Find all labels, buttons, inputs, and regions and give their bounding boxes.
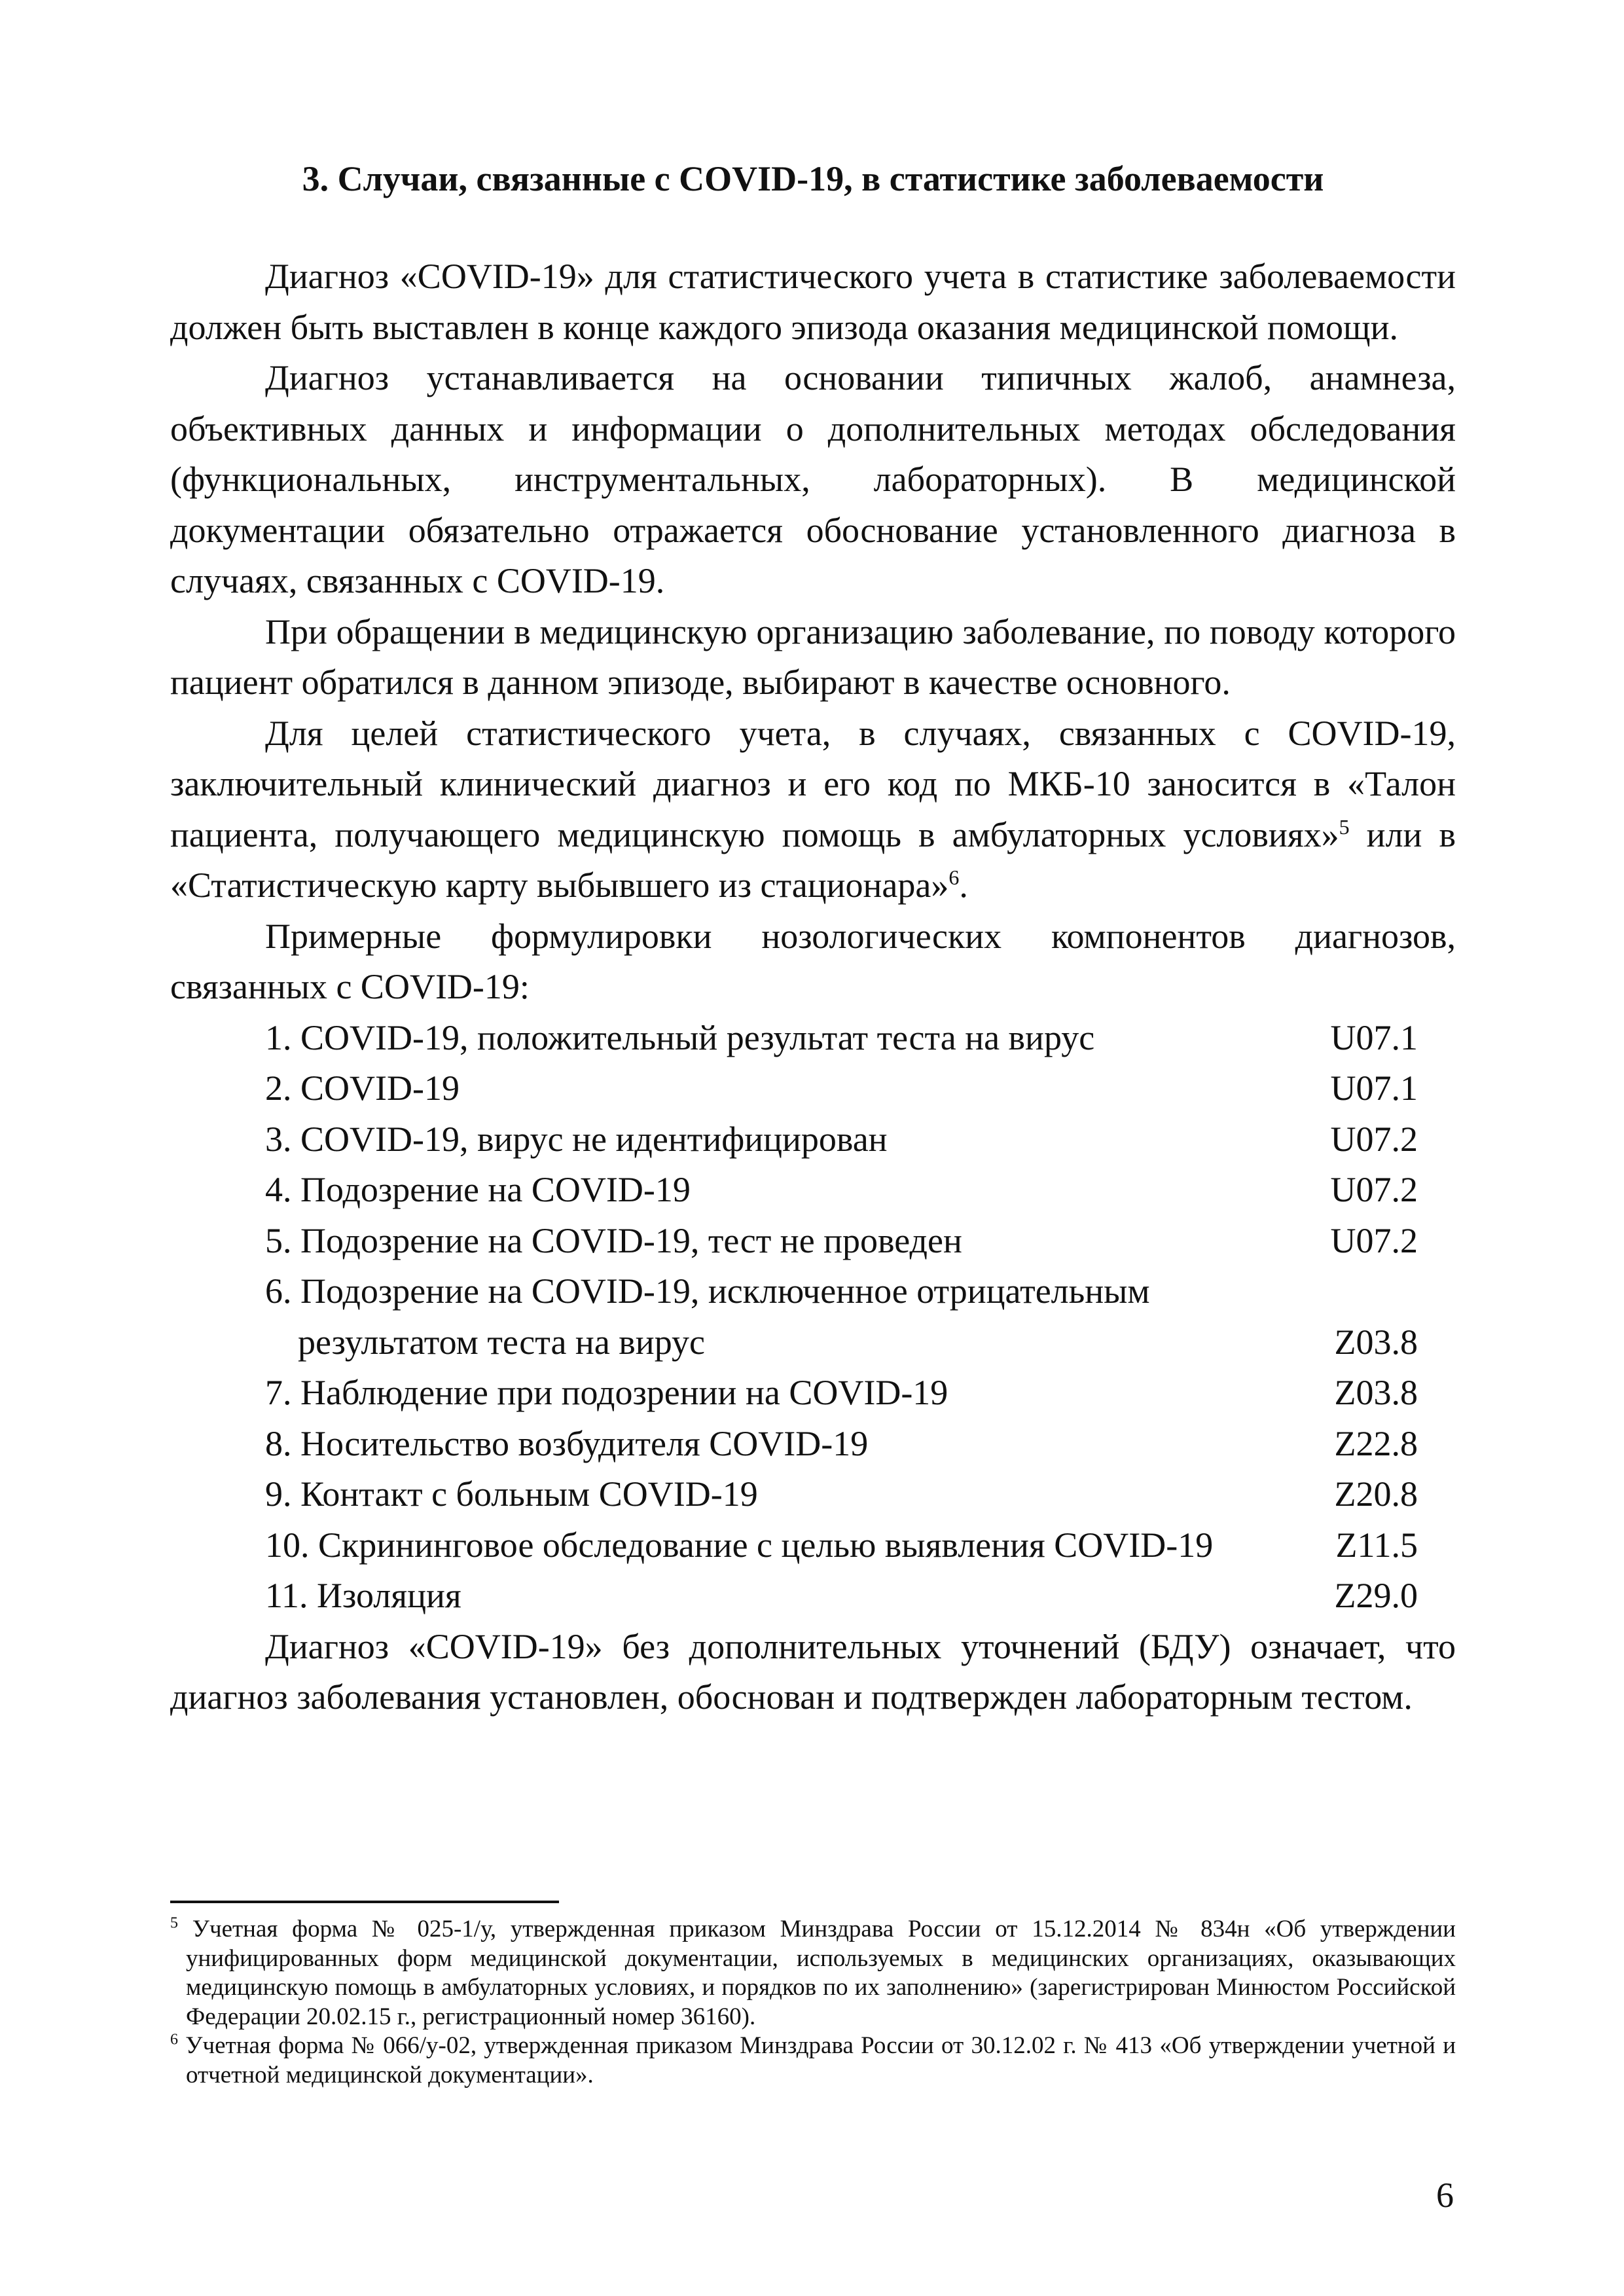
diagnosis-code: Z11.5 (1335, 1525, 1418, 1565)
footnote-6 (170, 2032, 1456, 2090)
diagnosis-text: 11. Изоляция (265, 1576, 461, 1615)
diagnosis-code: U07.2 (1330, 1170, 1418, 1209)
footnote-mark: 5 (170, 1914, 178, 1932)
list-item (170, 1063, 1456, 1114)
diagnosis-text: 3. COVID-19, вирус не идентифицирован (265, 1119, 888, 1159)
paragraph-6: Диагноз «COVID-19» без дополнительных уточнений (БДУ) означает, что диагноз заболевания установлен, обоснован и подтвержден лабораторным тестом. (170, 1626, 1456, 1717)
footnotes (170, 1915, 1456, 2090)
diagnosis-code: Z03.8 (1334, 1373, 1418, 1412)
paragraph-4-text-2: или в «Статистическую карту выбывшего из стационара» (170, 814, 1456, 905)
paragraph-4-text-3: . (959, 866, 968, 905)
section-heading: 3. Случаи, связанные с COVID-19, в статистике заболеваемости (302, 159, 1324, 198)
list-item (170, 1520, 1456, 1571)
diagnosis-text: 1. COVID-19, положительный результат теста на вирус (265, 1017, 1095, 1057)
diagnosis-text: 5. Подозрение на COVID-19, тест не проведен (265, 1220, 962, 1260)
paragraph-4-text-1: Для целей статистического учета, в случаях, связанных с COVID-19, заключительный клинический диагноз и его код по МКБ-10 заносится в «Талон пациента, получающего медицинскую помощь в амбулаторных условиях» (170, 713, 1456, 854)
footnote-text: Учетная форма № 025-1/у, утвержденная приказом Минздрава России от 15.12.2014 № 834н «Об утверждении унифицированных форм медицинской документации, используемых в медицинских организациях, оказывающих медицинскую помощь в амбулаторных условиях, и порядков по их заполнению» (зарегистрирован Минюстом Российской Федерации 20.02.15 г., регистрационный номер 36160). (178, 1916, 1456, 2030)
diagnosis-code: U07.1 (1330, 1017, 1418, 1057)
list-item (170, 1114, 1456, 1165)
paragraph-5: Примерные формулировки нозологических компонентов диагнозов, связанных с COVID-19: (170, 916, 1456, 1006)
diagnosis-code: U07.2 (1330, 1220, 1418, 1260)
diagnosis-code: U07.2 (1330, 1119, 1418, 1159)
diagnosis-code: Z20.8 (1334, 1474, 1418, 1514)
list-item (170, 1165, 1456, 1216)
footnote-5 (170, 1915, 1456, 2032)
diagnosis-text: 4. Подозрение на COVID-19 (265, 1170, 691, 1209)
diagnosis-text-continuation: результатом теста на вирус (298, 1322, 705, 1362)
paragraph-1: Диагноз «COVID-19» для статистического учета в статистике заболеваемости должен быть выставлен в конце каждого эпизода оказания медицинской помощи. (170, 257, 1456, 347)
list-item (170, 1013, 1456, 1064)
list-item (170, 1368, 1456, 1419)
diagnosis-text: 10. Скрининговое обследование с целью выявления COVID-19 (265, 1525, 1214, 1565)
paragraph-3: При обращении в медицинскую организацию заболевание, по поводу которого пациент обратился в данном эпизоде, выбирают в качестве основного. (170, 611, 1456, 702)
diagnosis-text: 9. Контакт с больным COVID-19 (265, 1474, 758, 1514)
list-item (170, 1419, 1456, 1470)
diagnosis-text: 8. Носительство возбудителя COVID-19 (265, 1423, 869, 1463)
footnote-ref-5: 5 (1339, 814, 1350, 839)
page-number: 6 (1436, 2176, 1454, 2215)
footnote-mark: 6 (170, 2031, 178, 2049)
diagnosis-code: Z03.8 (1334, 1322, 1418, 1362)
diagnosis-code: Z29.0 (1334, 1576, 1418, 1615)
diagnosis-code: U07.1 (1330, 1068, 1418, 1108)
diagnosis-text: 2. COVID-19 (265, 1068, 460, 1108)
footnote-text: Учетная форма № 066/у-02, утвержденная приказом Минздрава России от 30.12.02 г. № 413 «Об утверждении учетной и отчетной медицинской документации». (178, 2032, 1456, 2088)
list-item (170, 1571, 1456, 1622)
diagnosis-text: 7. Наблюдение при подозрении на COVID-19 (265, 1373, 948, 1412)
footnote-separator (170, 1901, 559, 1903)
paragraph-2: Диагноз устанавливается на основании типичных жалоб, анамнеза, объективных данных и информации о дополнительных методах обследования (функциональных, инструментальных, лабораторных). В медицинской документации обязательно отражается обоснование установленного диагноза в случаях, связанных с COVID-19. (170, 358, 1456, 600)
list-item (170, 1469, 1456, 1520)
body-text (170, 251, 1456, 1723)
footnote-ref-6: 6 (948, 866, 960, 889)
diagnosis-list (170, 1013, 1456, 1622)
list-item (170, 1266, 1456, 1368)
list-item (170, 1216, 1456, 1267)
paragraph-4 (170, 708, 1456, 911)
diagnosis-code: Z22.8 (1334, 1423, 1418, 1463)
diagnosis-text: 6. Подозрение на COVID-19, исключенное отрицательным (265, 1271, 1150, 1311)
